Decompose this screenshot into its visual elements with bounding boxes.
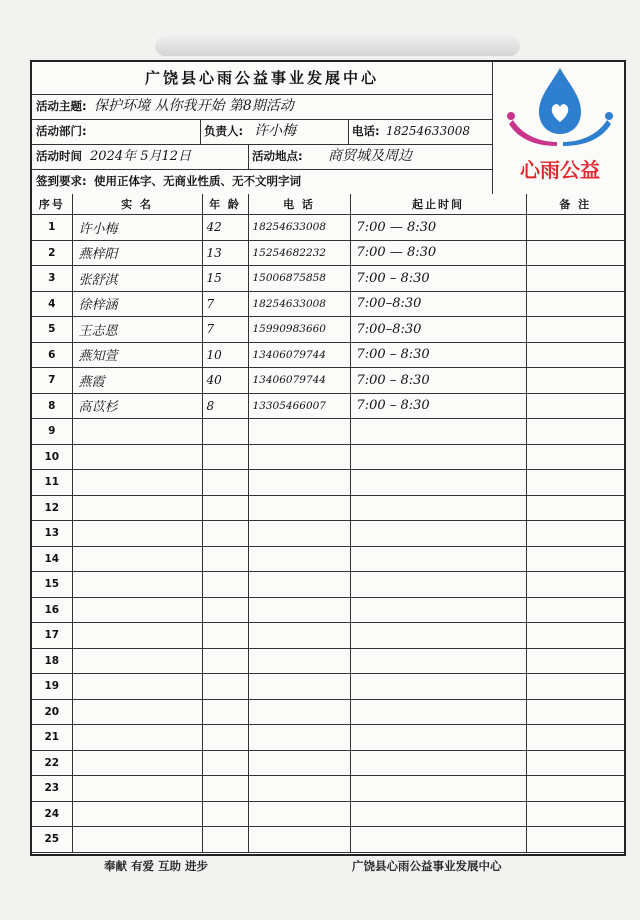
cell-age xyxy=(202,725,248,751)
cell-age: 10 xyxy=(202,342,248,368)
place-value: 商贸城及周边 xyxy=(328,148,412,164)
table-row xyxy=(32,699,624,725)
row-number: 3 xyxy=(32,266,72,292)
cell-phone xyxy=(248,776,350,802)
cell-age xyxy=(202,648,248,674)
cell-note xyxy=(526,393,624,419)
cell-age: 13 xyxy=(202,240,248,266)
table-row xyxy=(32,495,624,521)
cell-name xyxy=(72,699,202,725)
cell-age: 42 xyxy=(202,215,248,241)
cell-phone xyxy=(248,444,350,470)
cell-name xyxy=(72,521,202,547)
charity-logo-icon xyxy=(493,62,627,154)
table-row xyxy=(32,597,624,623)
cell-age xyxy=(202,776,248,802)
row-number: 15 xyxy=(32,572,72,598)
cell-age xyxy=(202,750,248,776)
row-number: 18 xyxy=(32,648,72,674)
signin-table xyxy=(32,194,624,853)
cell-name: 徐梓涵 xyxy=(72,291,202,317)
table-row xyxy=(32,419,624,445)
cell-time xyxy=(350,699,526,725)
cell-name xyxy=(72,750,202,776)
row-number: 2 xyxy=(32,240,72,266)
table-row xyxy=(32,317,624,343)
row-number: 1 xyxy=(32,215,72,241)
cell-time: 7:00 — 8:30 xyxy=(350,215,526,241)
cell-name xyxy=(72,648,202,674)
cell-time: 7:00 — 8:30 xyxy=(350,240,526,266)
col-header-no: 序号 xyxy=(32,194,72,215)
cell-phone: 13406079744 xyxy=(248,342,350,368)
row-number: 19 xyxy=(32,674,72,700)
cell-time xyxy=(350,827,526,853)
cell-age xyxy=(202,801,248,827)
cell-note xyxy=(526,572,624,598)
logo xyxy=(492,62,627,194)
cell-name: 燕霞 xyxy=(72,368,202,394)
cell-time xyxy=(350,521,526,547)
cell-note xyxy=(526,750,624,776)
table-row xyxy=(32,801,624,827)
table-row xyxy=(32,725,624,751)
form-title: 广饶县心雨公益事业发展中心 xyxy=(32,62,492,95)
time-value: 2024年 5月12日 xyxy=(90,149,192,164)
cell-phone xyxy=(248,419,350,445)
cell-note xyxy=(526,342,624,368)
cell-note xyxy=(526,495,624,521)
cell-age xyxy=(202,623,248,649)
col-header-note: 备 注 xyxy=(526,194,624,215)
col-header-phone: 电 话 xyxy=(248,194,350,215)
cell-phone xyxy=(248,572,350,598)
time-label: 活动时间 xyxy=(36,149,82,163)
table-row xyxy=(32,750,624,776)
cell-phone xyxy=(248,546,350,572)
cell-phone xyxy=(248,597,350,623)
cell-phone xyxy=(248,648,350,674)
row-number: 25 xyxy=(32,827,72,853)
cell-name xyxy=(72,801,202,827)
cell-phone xyxy=(248,521,350,547)
table-row xyxy=(32,623,624,649)
table-row xyxy=(32,546,624,572)
cell-time xyxy=(350,674,526,700)
cell-age xyxy=(202,521,248,547)
dept-label: 活动部门: xyxy=(36,124,87,138)
cell-time xyxy=(350,470,526,496)
table-row xyxy=(32,215,624,241)
lead-value: 许小梅 xyxy=(254,123,296,139)
form-header xyxy=(32,62,492,194)
row-number: 8 xyxy=(32,393,72,419)
cell-note xyxy=(526,317,624,343)
cell-name: 高苡杉 xyxy=(72,393,202,419)
row-number: 13 xyxy=(32,521,72,547)
time-row xyxy=(32,144,492,170)
cell-name: 许小梅 xyxy=(72,215,202,241)
cell-age xyxy=(202,419,248,445)
cell-note xyxy=(526,368,624,394)
cell-time: 7:00 – 8:30 xyxy=(350,342,526,368)
cell-note xyxy=(526,648,624,674)
cell-phone xyxy=(248,470,350,496)
cell-time xyxy=(350,801,526,827)
table-row xyxy=(32,776,624,802)
cell-phone xyxy=(248,699,350,725)
cell-time: 7:00 – 8:30 xyxy=(350,368,526,394)
cell-time: 7:00–8:30 xyxy=(350,317,526,343)
cell-phone xyxy=(248,801,350,827)
cell-name xyxy=(72,597,202,623)
row-number: 16 xyxy=(32,597,72,623)
sign-in-sheet xyxy=(30,60,626,856)
row-number: 7 xyxy=(32,368,72,394)
table-row xyxy=(32,393,624,419)
table-row xyxy=(32,266,624,292)
cell-name: 燕知萱 xyxy=(72,342,202,368)
table-row xyxy=(32,572,624,598)
table-row xyxy=(32,648,624,674)
cell-phone: 15990983660 xyxy=(248,317,350,343)
cell-note xyxy=(526,725,624,751)
cell-name: 王志恩 xyxy=(72,317,202,343)
cell-age xyxy=(202,597,248,623)
cell-note xyxy=(526,215,624,241)
cell-note xyxy=(526,266,624,292)
row-number: 23 xyxy=(32,776,72,802)
cell-phone: 18254633008 xyxy=(248,291,350,317)
cell-age: 40 xyxy=(202,368,248,394)
cell-name xyxy=(72,444,202,470)
cell-note xyxy=(526,827,624,853)
cell-phone xyxy=(248,725,350,751)
table-row xyxy=(32,342,624,368)
cell-age xyxy=(202,495,248,521)
cell-phone xyxy=(248,623,350,649)
cell-note xyxy=(526,444,624,470)
row-number: 14 xyxy=(32,546,72,572)
table-row xyxy=(32,470,624,496)
table-row xyxy=(32,674,624,700)
cell-phone: 13305466007 xyxy=(248,393,350,419)
cell-age xyxy=(202,546,248,572)
cell-age xyxy=(202,572,248,598)
row-number: 20 xyxy=(32,699,72,725)
col-header-name: 实 名 xyxy=(72,194,202,215)
cell-age xyxy=(202,827,248,853)
table-row xyxy=(32,827,624,853)
theme-row xyxy=(32,94,492,120)
binder-clip xyxy=(155,36,520,56)
cell-note xyxy=(526,470,624,496)
cell-note xyxy=(526,801,624,827)
dept-row xyxy=(32,119,492,145)
cell-time xyxy=(350,725,526,751)
theme-label: 活动主题: xyxy=(36,99,87,113)
cell-name xyxy=(72,827,202,853)
cell-note xyxy=(526,240,624,266)
req-value: 使用正体字、无商业性质、无不文明字词 xyxy=(94,174,301,188)
cell-note xyxy=(526,699,624,725)
cell-name xyxy=(72,674,202,700)
cell-time xyxy=(350,648,526,674)
footer-org: 广饶县心雨公益事业发展中心 xyxy=(352,859,502,873)
req-row xyxy=(32,169,492,194)
cell-time xyxy=(350,546,526,572)
cell-phone xyxy=(248,495,350,521)
logo-text: 心雨公益 xyxy=(520,158,600,182)
row-number: 6 xyxy=(32,342,72,368)
cell-name: 张舒淇 xyxy=(72,266,202,292)
cell-time xyxy=(350,419,526,445)
cell-time xyxy=(350,597,526,623)
cell-name xyxy=(72,419,202,445)
cell-age xyxy=(202,699,248,725)
place-label: 活动地点: xyxy=(252,149,303,163)
lead-label: 负责人: xyxy=(204,124,244,138)
cell-name xyxy=(72,725,202,751)
cell-age: 15 xyxy=(202,266,248,292)
row-number: 5 xyxy=(32,317,72,343)
cell-name xyxy=(72,495,202,521)
cell-note xyxy=(526,291,624,317)
table-row xyxy=(32,521,624,547)
cell-age xyxy=(202,444,248,470)
cell-phone: 15006875858 xyxy=(248,266,350,292)
table-row xyxy=(32,444,624,470)
row-number: 10 xyxy=(32,444,72,470)
row-number: 9 xyxy=(32,419,72,445)
cell-phone xyxy=(248,827,350,853)
cell-phone xyxy=(248,750,350,776)
cell-note xyxy=(526,776,624,802)
cell-phone: 18254633008 xyxy=(248,215,350,241)
col-header-age: 年 龄 xyxy=(202,194,248,215)
row-number: 17 xyxy=(32,623,72,649)
row-number: 24 xyxy=(32,801,72,827)
cell-time: 7:00 – 8:30 xyxy=(350,393,526,419)
table-row xyxy=(32,240,624,266)
cell-time xyxy=(350,495,526,521)
cell-name xyxy=(72,470,202,496)
cell-note xyxy=(526,521,624,547)
row-number: 11 xyxy=(32,470,72,496)
row-number: 4 xyxy=(32,291,72,317)
cell-age xyxy=(202,470,248,496)
cell-phone: 15254682232 xyxy=(248,240,350,266)
cell-note xyxy=(526,623,624,649)
row-number: 21 xyxy=(32,725,72,751)
cell-note xyxy=(526,419,624,445)
cell-time xyxy=(350,623,526,649)
cell-time: 7:00–8:30 xyxy=(350,291,526,317)
phone-label: 电话: xyxy=(352,124,380,138)
table-header-row xyxy=(32,194,624,215)
phone-value: 18254633008 xyxy=(386,124,470,138)
cell-name xyxy=(72,623,202,649)
theme-value: 保护环境 从你我开始 第8期活动 xyxy=(94,98,294,114)
cell-time: 7:00 – 8:30 xyxy=(350,266,526,292)
cell-phone xyxy=(248,674,350,700)
cell-age xyxy=(202,674,248,700)
cell-note xyxy=(526,546,624,572)
cell-time xyxy=(350,776,526,802)
cell-note xyxy=(526,597,624,623)
row-number: 22 xyxy=(32,750,72,776)
table-row xyxy=(32,368,624,394)
cell-age: 7 xyxy=(202,317,248,343)
cell-time xyxy=(350,750,526,776)
col-header-time: 起止时间 xyxy=(350,194,526,215)
cell-time xyxy=(350,444,526,470)
row-number: 12 xyxy=(32,495,72,521)
req-label: 签到要求: xyxy=(36,174,87,188)
table-row xyxy=(32,291,624,317)
cell-name xyxy=(72,572,202,598)
cell-name: 燕梓阳 xyxy=(72,240,202,266)
cell-age: 8 xyxy=(202,393,248,419)
footer-slogan: 奉献 有爱 互助 进步 xyxy=(104,859,209,873)
cell-name xyxy=(72,776,202,802)
cell-name xyxy=(72,546,202,572)
cell-age: 7 xyxy=(202,291,248,317)
cell-phone: 13406079744 xyxy=(248,368,350,394)
cell-note xyxy=(526,674,624,700)
cell-time xyxy=(350,572,526,598)
